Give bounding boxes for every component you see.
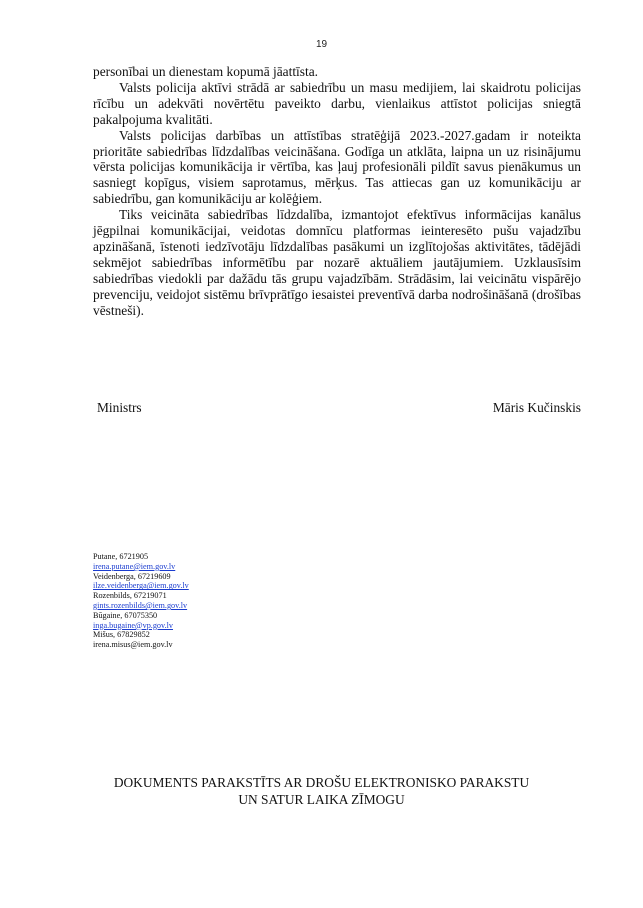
signatory-title: Ministrs bbox=[97, 400, 142, 415]
paragraph: Valsts policijas darbības un attīstības stratēģijā 2023.-2027.gadam ir noteikta prioritāte sabiedrības līdzdalības veicināšana. Godīga un atklāta, laipna un uz risinājumu vērsta policijas komunikācija ir vērtība, kas ļauj profesionāli pildīt savus pienākumus un sasniegt kopīgus, visiem saprotamus, mērķus. Tas attiecas gan uz komunikāciju ar sabiedrību, gan komunikāciju ar kolēģiem. bbox=[93, 127, 581, 207]
contact-email: irena.misus@iem.gov.lv bbox=[93, 640, 173, 650]
contact-name-phone: Putane, 6721905 bbox=[93, 552, 149, 561]
paragraph: personībai un dienestam kopumā jāattīsta. bbox=[93, 64, 318, 79]
signature-notice-line: UN SATUR LAIKA ZĪMOGU bbox=[238, 792, 405, 807]
contact-name-phone: Mišus, 67829852 bbox=[93, 630, 150, 640]
contacts-block bbox=[93, 552, 189, 650]
page-number: 19 bbox=[315, 39, 328, 50]
contact-email-link[interactable]: gints.rozenbilds@iem.gov.lv bbox=[93, 600, 188, 610]
contact-name-phone: Būgaine, 67075350 bbox=[93, 610, 158, 620]
contact-email-link[interactable]: irena.putane@iem.gov.lv bbox=[93, 561, 176, 571]
signature-notice-line: DOKUMENTS PARAKSTĪTS AR DROŠU ELEKTRONISKO PARAKSTU bbox=[113, 775, 530, 790]
contact-name-phone: Rozenbilds, 67219071 bbox=[93, 591, 167, 601]
contact-email-link[interactable]: ilze.veidenberga@iem.gov.lv bbox=[93, 581, 189, 591]
signatory-name: Māris Kučinskis bbox=[492, 400, 581, 415]
paragraph: Tiks veicināta sabiedrības līdzdalība, izmantojot efektīvus informācijas kanālus jēgpilnai komunikācijai, veidotas domnīcu platformas ieinteresēto pušu vajadzību apzināšanā, īstenoti iedzīvotāju līdzdalības pasākumi un izglītojošas aktivitātes, tādējādi sekmējot sabiedrības informētību par nozarē aktuāliem jautājumiem. Uzklausīsim sabiedrības viedokli par dažādu tās grupu vajadzībām. Strādāsim, lai veicinātu vispārējo prevenciju, veidojot sistēmu brīvprātīgo iesaistei preventīvā darba nodrošināšanā (drošības vēstneši). bbox=[93, 207, 581, 318]
contact-name-phone: Veidenberga, 67219609 bbox=[93, 571, 171, 581]
paragraph: Valsts policija aktīvi strādā ar sabiedrību un masu medijiem, lai skaidrotu policijas rīcību un adekvāti novērtētu paveikto darbu, vienlaikus attīstot policijas sniegtā pakalpojuma kvalitāti. bbox=[93, 79, 581, 127]
signature-notice bbox=[0, 774, 643, 808]
contact-email-link[interactable]: inga.bugaine@vp.gov.lv bbox=[93, 620, 173, 630]
body-text bbox=[93, 64, 581, 319]
